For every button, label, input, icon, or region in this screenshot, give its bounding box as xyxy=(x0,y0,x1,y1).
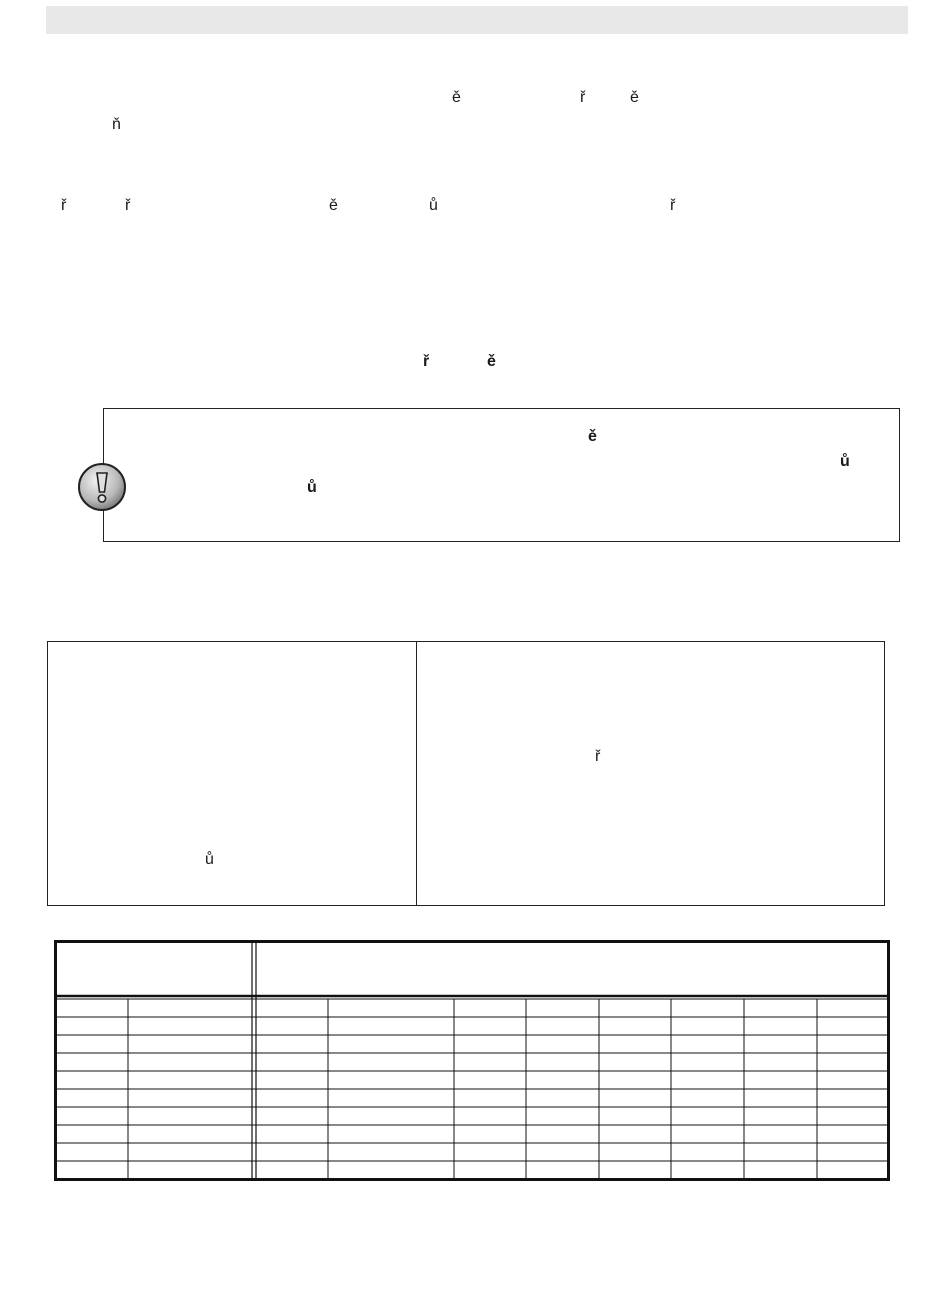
paragraph-char: ř xyxy=(670,197,676,214)
note-char: ě xyxy=(588,428,597,445)
column-divider xyxy=(416,642,417,905)
heading-char: ř xyxy=(423,353,430,370)
page-header-bar xyxy=(46,6,908,34)
exclamation-warning-icon xyxy=(77,462,127,512)
paragraph-char: ř xyxy=(125,197,131,214)
intro-char: ř xyxy=(580,89,586,106)
paragraph-char: ě xyxy=(329,197,338,214)
paragraph-char: ř xyxy=(61,197,67,214)
intro-char: ě xyxy=(452,89,461,106)
left-column-char: ů xyxy=(205,851,214,868)
paragraph-char: ů xyxy=(429,197,438,214)
heading-char: ě xyxy=(487,353,496,370)
intro-char: ě xyxy=(630,89,639,106)
note-char: ů xyxy=(307,479,317,496)
two-column-box xyxy=(47,641,885,906)
note-char: ů xyxy=(840,453,850,470)
data-table xyxy=(54,940,890,1181)
note-box xyxy=(103,408,900,542)
right-column-char: ř xyxy=(595,748,601,765)
table-grid xyxy=(54,940,890,1181)
intro-char: ň xyxy=(112,116,121,133)
